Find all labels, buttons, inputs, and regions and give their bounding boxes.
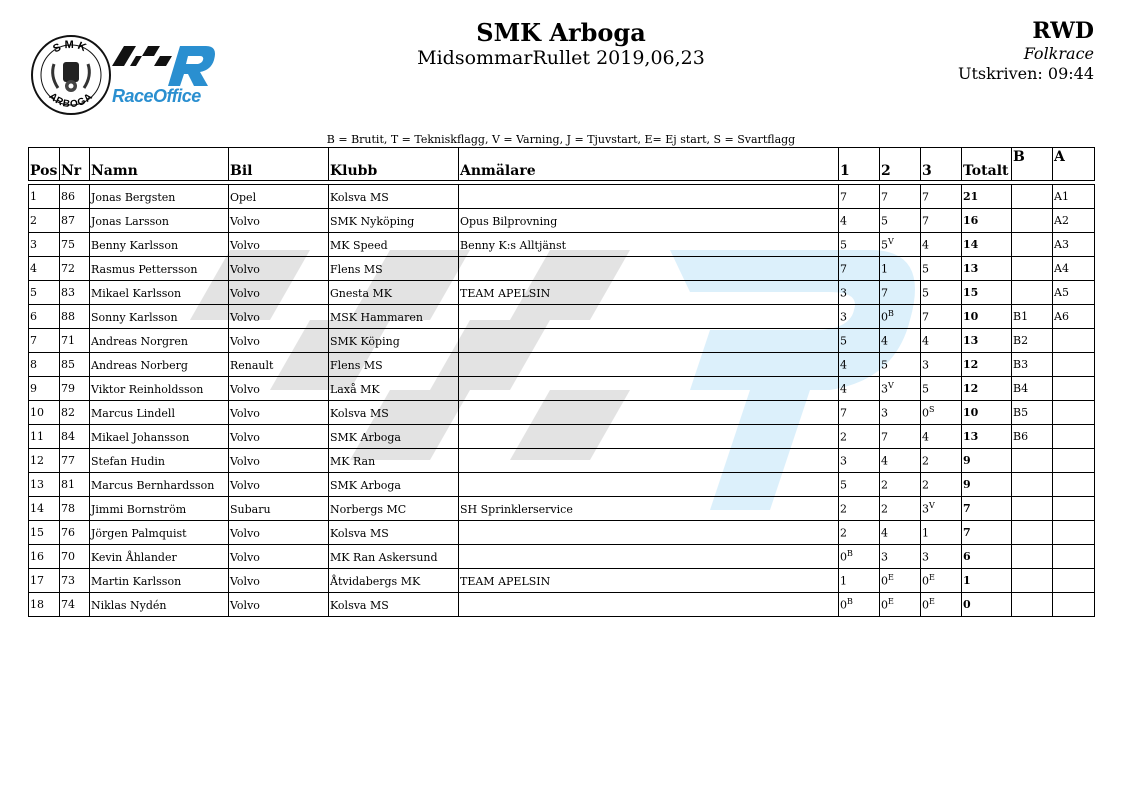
cell-heat-1: 2 (839, 521, 880, 545)
table-row (29, 257, 1095, 281)
table-row (29, 521, 1095, 545)
cell-anmalare (459, 521, 839, 545)
cell-b-final (1012, 593, 1053, 617)
cell-a-final (1053, 545, 1095, 569)
cell-heat-2: 5 (880, 209, 921, 233)
table-row (29, 377, 1095, 401)
cell-heat-1: $0^B$ (839, 593, 880, 617)
heat-flag: V (888, 237, 894, 247)
cell-heat-1: 3 (839, 449, 880, 473)
cell-heat-1: 7 (839, 401, 880, 425)
cell-klubb: MK Ran Askersund (329, 545, 459, 569)
cell-b-final (1012, 257, 1053, 281)
cell-a-final (1053, 377, 1095, 401)
cell-namn: Jimmi Bornström (90, 497, 229, 521)
cell-heat-3: 4 (921, 233, 962, 257)
cell-b-final: B3 (1012, 353, 1053, 377)
cell-anmalare (459, 377, 839, 401)
cell-anmalare: SH Sprinklerservice (459, 497, 839, 521)
cell-heat-2: 4 (880, 449, 921, 473)
cell-bil: Volvo (229, 449, 329, 473)
col-heat-1: 1 (839, 148, 880, 181)
cell-namn: Andreas Norberg (90, 353, 229, 377)
cell-klubb: Kolsva MS (329, 185, 459, 209)
cell-nr: 81 (60, 473, 90, 497)
cell-b-final (1012, 497, 1053, 521)
cell-pos: 9 (29, 377, 60, 401)
cell-heat-1: 1 (839, 569, 880, 593)
cell-heat-1: 2 (839, 425, 880, 449)
heat-flag: V (888, 381, 894, 391)
col-b-final: B (1012, 148, 1053, 181)
cell-bil: Volvo (229, 209, 329, 233)
cell-totalt: 1 (962, 569, 1012, 593)
cell-totalt: 16 (962, 209, 1012, 233)
cell-pos: 3 (29, 233, 60, 257)
raceoffice-wordmark: RaceOffice (112, 86, 201, 106)
cell-nr: 70 (60, 545, 90, 569)
cell-heat-3: $0^E$ (921, 593, 962, 617)
table-row (29, 425, 1095, 449)
col-heat-3: 3 (921, 148, 962, 181)
cell-heat-2: $3^V$ (880, 377, 921, 401)
heat-flag: E (888, 573, 894, 583)
heat-flag: E (888, 597, 894, 607)
cell-a-final: A3 (1053, 233, 1095, 257)
cell-a-final (1053, 329, 1095, 353)
cell-pos: 13 (29, 473, 60, 497)
logo-text-bottom: ARBOGA (46, 90, 96, 111)
cell-anmalare (459, 305, 839, 329)
cell-heat-3: 5 (921, 377, 962, 401)
cell-heat-1: 7 (839, 257, 880, 281)
cell-pos: 16 (29, 545, 60, 569)
cell-b-final (1012, 185, 1053, 209)
cell-nr: 74 (60, 593, 90, 617)
results-table (28, 147, 1095, 617)
col-pos: Pos (29, 148, 60, 181)
cell-nr: 77 (60, 449, 90, 473)
cell-heat-3: 3 (921, 545, 962, 569)
col-namn: Namn (90, 148, 229, 181)
cell-heat-1: 5 (839, 329, 880, 353)
table-row (29, 233, 1095, 257)
cell-namn: Marcus Lindell (90, 401, 229, 425)
cell-heat-3: 1 (921, 521, 962, 545)
heat-flag: B (888, 309, 894, 319)
cell-bil: Volvo (229, 593, 329, 617)
cell-a-final: A4 (1053, 257, 1095, 281)
cell-heat-3: 7 (921, 209, 962, 233)
cell-anmalare: Opus Bilprovning (459, 209, 839, 233)
cell-nr: 76 (60, 521, 90, 545)
event-name: MidsommarRullet 2019,06,23 (417, 47, 705, 69)
table-row (29, 593, 1095, 617)
heat-flag: E (929, 573, 935, 583)
cell-anmalare (459, 185, 839, 209)
cell-pos: 1 (29, 185, 60, 209)
cell-namn: Rasmus Pettersson (90, 257, 229, 281)
cell-heat-2: $5^V$ (880, 233, 921, 257)
cell-a-final (1053, 593, 1095, 617)
cell-pos: 8 (29, 353, 60, 377)
cell-b-final (1012, 545, 1053, 569)
cell-b-final (1012, 449, 1053, 473)
cell-b-final: B1 (1012, 305, 1053, 329)
class-type: Folkrace (1023, 44, 1094, 63)
cell-klubb: Åtvidabergs MK (329, 569, 459, 593)
cell-a-final (1053, 353, 1095, 377)
cell-klubb: SMK Arboga (329, 473, 459, 497)
cell-heat-3: $0^E$ (921, 569, 962, 593)
cell-namn: Jonas Larsson (90, 209, 229, 233)
cell-heat-2: 3 (880, 545, 921, 569)
cell-totalt: 0 (962, 593, 1012, 617)
cell-klubb: Laxå MK (329, 377, 459, 401)
cell-anmalare (459, 473, 839, 497)
cell-nr: 71 (60, 329, 90, 353)
cell-heat-2: 7 (880, 281, 921, 305)
cell-heat-1: 4 (839, 209, 880, 233)
cell-heat-3: $3^V$ (921, 497, 962, 521)
cell-bil: Volvo (229, 545, 329, 569)
heat-flag: S (929, 405, 935, 415)
cell-a-final (1053, 569, 1095, 593)
cell-heat-3: $0^S$ (921, 401, 962, 425)
cell-namn: Andreas Norgren (90, 329, 229, 353)
table-row (29, 497, 1095, 521)
cell-nr: 84 (60, 425, 90, 449)
cell-bil: Volvo (229, 305, 329, 329)
class-name: RWD (1032, 18, 1094, 44)
cell-totalt: 7 (962, 521, 1012, 545)
cell-a-final (1053, 521, 1095, 545)
cell-heat-2: 3 (880, 401, 921, 425)
cell-heat-2: 7 (880, 185, 921, 209)
cell-heat-1: 2 (839, 497, 880, 521)
table-row (29, 449, 1095, 473)
cell-klubb: Kolsva MS (329, 593, 459, 617)
cell-totalt: 13 (962, 257, 1012, 281)
cell-klubb: MK Speed (329, 233, 459, 257)
cell-anmalare (459, 593, 839, 617)
table-row (29, 305, 1095, 329)
cell-heat-1: $0^B$ (839, 545, 880, 569)
cell-nr: 85 (60, 353, 90, 377)
cell-namn: Jörgen Palmquist (90, 521, 229, 545)
cell-b-final: B4 (1012, 377, 1053, 401)
cell-bil: Volvo (229, 233, 329, 257)
cell-b-final: B6 (1012, 425, 1053, 449)
cell-anmalare (459, 545, 839, 569)
cell-nr: 88 (60, 305, 90, 329)
heat-flag: V (929, 501, 935, 511)
cell-b-final: B5 (1012, 401, 1053, 425)
cell-bil: Volvo (229, 257, 329, 281)
cell-b-final (1012, 209, 1053, 233)
table-row (29, 353, 1095, 377)
cell-heat-1: 3 (839, 281, 880, 305)
cell-anmalare (459, 329, 839, 353)
cell-anmalare: Benny K:s Alltjänst (459, 233, 839, 257)
cell-klubb: Flens MS (329, 257, 459, 281)
cell-heat-2: 2 (880, 497, 921, 521)
cell-heat-3: 4 (921, 329, 962, 353)
table-row (29, 401, 1095, 425)
cell-nr: 86 (60, 185, 90, 209)
cell-heat-1: 7 (839, 185, 880, 209)
cell-heat-2: 5 (880, 353, 921, 377)
cell-pos: 18 (29, 593, 60, 617)
table-row (29, 329, 1095, 353)
cell-totalt: 9 (962, 473, 1012, 497)
cell-bil: Volvo (229, 569, 329, 593)
cell-heat-1: 4 (839, 377, 880, 401)
cell-klubb: SMK Köping (329, 329, 459, 353)
cell-anmalare (459, 257, 839, 281)
cell-b-final: B2 (1012, 329, 1053, 353)
cell-heat-2: $0^B$ (880, 305, 921, 329)
cell-klubb: Gnesta MK (329, 281, 459, 305)
cell-pos: 6 (29, 305, 60, 329)
cell-klubb: SMK Nyköping (329, 209, 459, 233)
col-heat-2: 2 (880, 148, 921, 181)
cell-a-final (1053, 401, 1095, 425)
cell-totalt: 12 (962, 377, 1012, 401)
cell-bil: Volvo (229, 473, 329, 497)
cell-namn: Jonas Bergsten (90, 185, 229, 209)
cell-pos: 15 (29, 521, 60, 545)
cell-klubb: MSK Hammaren (329, 305, 459, 329)
col-klubb: Klubb (329, 148, 459, 181)
cell-heat-3: 2 (921, 473, 962, 497)
cell-anmalare (459, 353, 839, 377)
cell-heat-1: 5 (839, 233, 880, 257)
table-header-row (29, 148, 1095, 181)
cell-bil: Volvo (229, 377, 329, 401)
cell-pos: 7 (29, 329, 60, 353)
cell-pos: 11 (29, 425, 60, 449)
cell-heat-1: 5 (839, 473, 880, 497)
cell-a-final (1053, 473, 1095, 497)
cell-a-final: A6 (1053, 305, 1095, 329)
cell-anmalare: TEAM APELSIN (459, 569, 839, 593)
cell-heat-2: 7 (880, 425, 921, 449)
cell-nr: 78 (60, 497, 90, 521)
cell-totalt: 10 (962, 305, 1012, 329)
cell-namn: Sonny Karlsson (90, 305, 229, 329)
cell-anmalare (459, 449, 839, 473)
cell-namn: Mikael Karlsson (90, 281, 229, 305)
table-row (29, 209, 1095, 233)
heat-flag: B (847, 597, 853, 607)
cell-namn: Stefan Hudin (90, 449, 229, 473)
col-a-final: A (1053, 148, 1095, 181)
cell-anmalare (459, 425, 839, 449)
printed-time: Utskriven: 09:44 (958, 64, 1094, 83)
cell-a-final (1053, 425, 1095, 449)
cell-heat-3: 5 (921, 257, 962, 281)
cell-bil: Volvo (229, 329, 329, 353)
cell-totalt: 13 (962, 425, 1012, 449)
col-nr: Nr (60, 148, 90, 181)
cell-pos: 5 (29, 281, 60, 305)
cell-nr: 82 (60, 401, 90, 425)
cell-anmalare (459, 401, 839, 425)
cell-totalt: 10 (962, 401, 1012, 425)
page-title: SMK Arboga (476, 18, 646, 47)
cell-anmalare: TEAM APELSIN (459, 281, 839, 305)
table-row (29, 185, 1095, 209)
cell-totalt: 7 (962, 497, 1012, 521)
cell-heat-2: 4 (880, 521, 921, 545)
cell-namn: Marcus Bernhardsson (90, 473, 229, 497)
cell-a-final: A2 (1053, 209, 1095, 233)
cell-nr: 87 (60, 209, 90, 233)
cell-totalt: 6 (962, 545, 1012, 569)
cell-namn: Kevin Åhlander (90, 545, 229, 569)
cell-klubb: Flens MS (329, 353, 459, 377)
table-row (29, 569, 1095, 593)
cell-heat-3: 7 (921, 305, 962, 329)
cell-heat-2: 1 (880, 257, 921, 281)
logo-text-top: SMK (51, 38, 91, 56)
flag-legend: B = Brutit, T = Tekniskflagg, V = Varning, J = Tjuvstart, E= Ej start, S = Svartflagg (326, 133, 796, 146)
cell-heat-2: 2 (880, 473, 921, 497)
cell-heat-1: 3 (839, 305, 880, 329)
cell-heat-3: 5 (921, 281, 962, 305)
cell-nr: 73 (60, 569, 90, 593)
cell-a-final (1053, 449, 1095, 473)
cell-heat-2: $0^E$ (880, 593, 921, 617)
cell-b-final (1012, 473, 1053, 497)
cell-nr: 75 (60, 233, 90, 257)
cell-namn: Benny Karlsson (90, 233, 229, 257)
table-row (29, 473, 1095, 497)
cell-klubb: MK Ran (329, 449, 459, 473)
heat-flag: E (929, 597, 935, 607)
cell-bil: Renault (229, 353, 329, 377)
cell-heat-3: 3 (921, 353, 962, 377)
cell-klubb: Kolsva MS (329, 521, 459, 545)
cell-totalt: 21 (962, 185, 1012, 209)
cell-namn: Niklas Nydén (90, 593, 229, 617)
cell-klubb: Kolsva MS (329, 401, 459, 425)
cell-bil: Volvo (229, 401, 329, 425)
cell-nr: 79 (60, 377, 90, 401)
cell-pos: 10 (29, 401, 60, 425)
results-body (29, 185, 1095, 617)
cell-a-final (1053, 497, 1095, 521)
cell-namn: Martin Karlsson (90, 569, 229, 593)
cell-totalt: 12 (962, 353, 1012, 377)
cell-bil: Volvo (229, 425, 329, 449)
cell-heat-3: 2 (921, 449, 962, 473)
cell-heat-2: $0^E$ (880, 569, 921, 593)
cell-pos: 12 (29, 449, 60, 473)
col-anmalare: Anmälare (459, 148, 839, 181)
cell-totalt: 15 (962, 281, 1012, 305)
cell-b-final (1012, 569, 1053, 593)
cell-totalt: 14 (962, 233, 1012, 257)
cell-bil: Subaru (229, 497, 329, 521)
cell-pos: 2 (29, 209, 60, 233)
cell-b-final (1012, 281, 1053, 305)
cell-pos: 14 (29, 497, 60, 521)
cell-bil: Volvo (229, 281, 329, 305)
cell-klubb: Norbergs MC (329, 497, 459, 521)
col-bil: Bil (229, 148, 329, 181)
cell-namn: Mikael Johansson (90, 425, 229, 449)
cell-nr: 72 (60, 257, 90, 281)
cell-pos: 17 (29, 569, 60, 593)
cell-pos: 4 (29, 257, 60, 281)
cell-heat-1: 4 (839, 353, 880, 377)
cell-heat-3: 4 (921, 425, 962, 449)
cell-bil: Volvo (229, 521, 329, 545)
cell-a-final: A5 (1053, 281, 1095, 305)
heat-flag: B (847, 549, 853, 559)
cell-namn: Viktor Reinholdsson (90, 377, 229, 401)
cell-klubb: SMK Arboga (329, 425, 459, 449)
cell-bil: Opel (229, 185, 329, 209)
table-row (29, 281, 1095, 305)
cell-heat-3: 7 (921, 185, 962, 209)
cell-nr: 83 (60, 281, 90, 305)
cell-a-final: A1 (1053, 185, 1095, 209)
cell-b-final (1012, 521, 1053, 545)
cell-totalt: 9 (962, 449, 1012, 473)
cell-heat-2: 4 (880, 329, 921, 353)
table-row (29, 545, 1095, 569)
cell-totalt: 13 (962, 329, 1012, 353)
cell-b-final (1012, 233, 1053, 257)
col-totalt: Totalt (962, 148, 1012, 181)
